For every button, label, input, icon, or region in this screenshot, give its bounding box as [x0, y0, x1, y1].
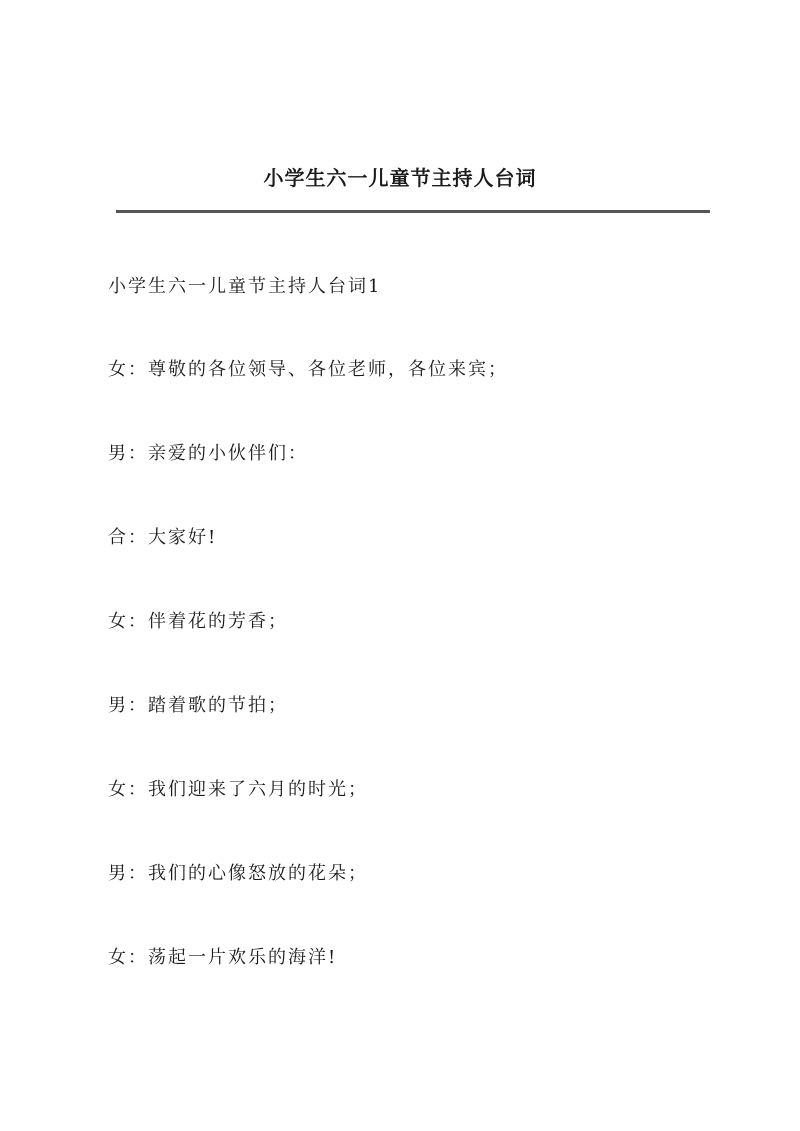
- script-line: 合：大家好!: [108, 527, 218, 548]
- script-line: 女：尊敬的各位领导、各位老师，各位来宾；: [108, 359, 508, 380]
- script-line: 男：踏着歌的节拍；: [108, 695, 288, 716]
- document-title: 小学生六一儿童节主持人台词: [263, 166, 537, 190]
- section-heading: 小学生六一儿童节主持人台词1: [108, 276, 382, 297]
- script-line: 女：我们迎来了六月的时光；: [108, 779, 368, 800]
- script-line: 女：伴着花的芳香；: [108, 611, 288, 632]
- title-divider: [116, 210, 710, 213]
- script-line: 男：亲爱的小伙伴们：: [108, 443, 308, 464]
- script-line: 女：荡起一片欢乐的海洋!: [108, 947, 338, 968]
- script-line: 男：我们的心像怒放的花朵；: [108, 863, 368, 884]
